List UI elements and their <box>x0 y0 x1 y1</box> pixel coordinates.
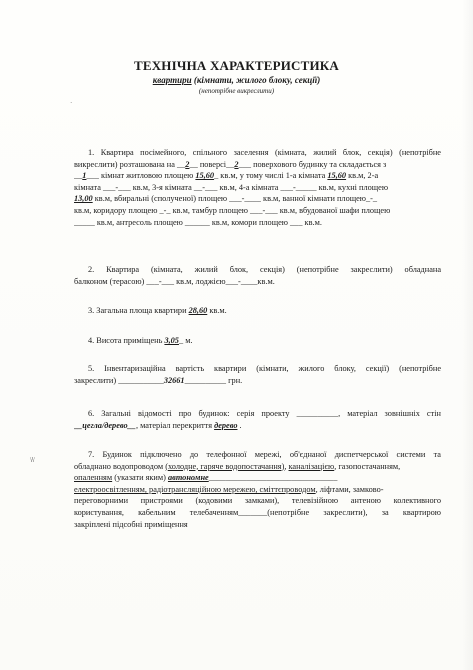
s7-underlined: (холодне, гаряче водопостачання) <box>165 461 285 471</box>
s1-text: __ поверсі__ <box>189 159 235 169</box>
s7-text: (указати яким) <box>112 473 168 483</box>
inventory-value: 32661 <box>163 375 185 385</box>
s1-line-7: _____ кв.м, антресоль площею ______ кв.м, комори площею ___ кв.м. <box>74 217 322 227</box>
s4-line-1 <box>74 335 441 347</box>
room1-area-value: 15,60 <box>327 171 347 181</box>
s1-line-3 <box>74 170 441 182</box>
s7-text: _______________________________ <box>208 473 338 483</box>
s1-text: ___ кімнат житловою площею <box>86 171 196 181</box>
section-6 <box>74 408 441 431</box>
s7-line-1: 7. Будинок підключено до телефонної мережі, об'єднаної диспетчерської системи та <box>88 450 441 459</box>
height-value: 3,05 <box>164 336 179 345</box>
s6-text: , матеріал перекриття <box>135 420 215 430</box>
s1-line-4: кімната ___-___ кв.м, 3-я кімната __-___ кв.м, 4-а кімната ___-_____ кв.м, кухні площею <box>74 182 389 192</box>
section-4 <box>74 335 441 347</box>
section-7 <box>74 449 441 530</box>
walls-material-value: __цегла/дерево__ <box>74 420 136 430</box>
s1-line-5 <box>74 193 441 205</box>
s4-text: _ м. <box>178 336 193 345</box>
section-1 <box>74 147 441 228</box>
s7-line-4 <box>74 484 441 496</box>
s7-underlined: електроосвітленням, радіотрансляційною мережею, сміттєпроводом <box>74 484 316 494</box>
s7-text: , ліфтами, замково- <box>315 484 384 494</box>
s6-line-1: 6. Загальні відомості про будинок: серія проекту __________, матеріал зовнішніх стін <box>88 409 441 418</box>
total-area-value: 28,60 <box>188 306 208 315</box>
s1-text: _ кв.м, у тому числі 1-а кімната <box>214 171 328 181</box>
subtitle-note: (непотрібне викреслити) <box>198 87 275 95</box>
s7-underlined: опаленням <box>74 473 113 483</box>
s6-line-2 <box>74 420 441 432</box>
s1-line-6: кв.м, коридору площею _-_ кв.м, тамбур площею ___-___ кв.м, вбудованої шафи площею <box>74 205 391 215</box>
s7-line-5: переговорними пристроями (кодовими замками), телевізійною антеною колективного <box>74 496 441 506</box>
s1-text: __ <box>74 171 83 181</box>
s7-line-6: користування, кабельним телебаченням_______(непотрібне закреслити), за квартирою <box>74 507 441 517</box>
margin-mark: \/\/ <box>30 456 34 464</box>
s7-underlined: каналізацією <box>288 461 335 471</box>
s7-line-7: закріплені підсобні приміщення <box>74 519 188 529</box>
s1-line-2 <box>74 159 441 171</box>
subtitle-rest: (кімнати, жилого блоку, секції) <box>191 75 321 85</box>
s3-text: 3. Загальна площа квартири <box>88 306 189 315</box>
section-5 <box>74 363 441 386</box>
s3-line-1 <box>74 305 441 317</box>
s2-line-2: балконом (терасою) ___-___ кв.м, лоджією___-____кв.м. <box>74 276 275 286</box>
document-title: ТЕХНІЧНА ХАРАКТЕРИСТИКА <box>133 58 340 73</box>
scan-speck: · <box>70 99 73 107</box>
s7-line-2 <box>74 461 441 473</box>
s7-line-3 <box>74 472 441 484</box>
subtitle-underlined: квартири <box>152 75 192 85</box>
s5-text: закреслити) ___________ <box>74 375 164 385</box>
s5-text: __________ грн. <box>184 375 243 385</box>
floors-material-value: дерево <box>214 420 238 430</box>
floors-total-value: 2 <box>234 159 239 169</box>
s1-text: ___ поверхового будинку та складається з <box>238 159 387 169</box>
s7-text: , <box>284 461 289 471</box>
s5-line-1: 5. Інвентаризаційна вартість квартири (кімнати, жилого блоку, секції) (непотрібне <box>88 364 441 373</box>
living-area-value: 15,60 <box>195 171 215 181</box>
s1-line-1: 1. Квартира посімейного, спільного заселення (кімната, жилий блок, секція) (непотрібне <box>88 148 441 157</box>
s3-text: кв.м. <box>207 306 227 315</box>
s7-text: , газопостачанням, <box>334 461 401 471</box>
s1-text: викреслити) розташована на __ <box>74 159 186 169</box>
heating-type-value: автономне <box>167 473 209 483</box>
document-subtitle <box>0 75 473 85</box>
s1-text: кв.м, 2-а <box>346 171 379 181</box>
rooms-value: 1 <box>82 171 87 181</box>
kitchen-area-value: 13,00 <box>74 194 93 204</box>
s5-line-2 <box>74 375 441 387</box>
page-edge-shadow <box>462 0 473 670</box>
s4-text: 4. Висота приміщень <box>88 336 165 345</box>
section-3 <box>74 305 441 317</box>
s1-text: кв.м, вбиральні (сполученої) площею ___-____ кв.м, ванної кімнати площею_-_ <box>92 194 378 204</box>
s6-text: . <box>237 420 242 430</box>
s2-line-1: 2. Квартира (кімната, жилий блок, секція) (непотрібне закреслити) обладнана <box>88 265 441 274</box>
s7-text: обладнано водопроводом <box>74 461 166 471</box>
floor-value: 2 <box>185 159 190 169</box>
section-2 <box>74 264 441 287</box>
